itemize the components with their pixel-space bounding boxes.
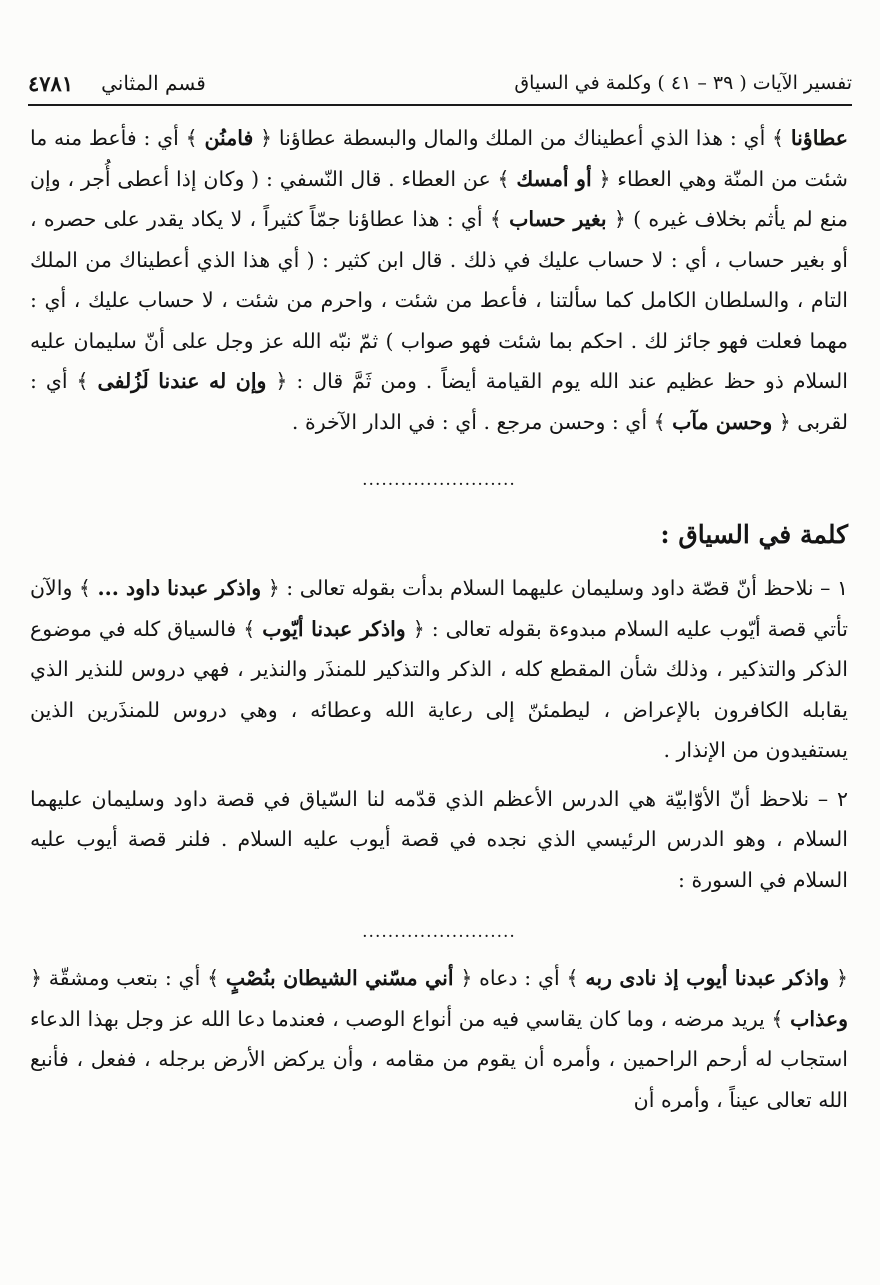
commentary-text: ﴾ عن العطاء . قال النّسفي : ( وكان إذا أعطى أُجر ، وإن منع لم يأثم بخلاف غيره ) ﴿ — [30, 166, 848, 231]
commentary-text: ﴾ أي : دعاه ﴿ — [453, 966, 586, 990]
commentary-text: ﴾ والآن تأتي قصة أيّوب عليه السلام مبدوءة بقوله تعالى : ﴿ — [30, 576, 848, 641]
commentary-text: ﴾ أي : وحسن مرجع . أي : في الدار الآخرة . — [291, 409, 673, 434]
tafsir-paragraph-2 — [30, 958, 848, 1120]
commentary-text: ﴾ أي : فأعط منه ما شئت من المنّة وهي العطاء ﴿ — [30, 126, 848, 191]
quran-phrase: واذكر عبدنا أيّوب — [262, 616, 406, 641]
page-body — [30, 118, 848, 1120]
commentary-text: ١ – نلاحظ أنّ قصّة داود وسليمان عليهما السلام بدأت بقوله تعالى : ﴿ — [261, 576, 849, 600]
quran-phrase: واذكر عبدنا داود ... — [97, 576, 262, 600]
quran-phrase: وعذاب — [790, 1006, 848, 1031]
quran-phrase: وإن له عندنا لَزُلفى — [97, 369, 267, 393]
context-paragraph-1 — [30, 568, 848, 771]
commentary-text: ﴾ أي : هذا الذي أعطيناك من الملك والمال والبسطة عطاؤنا ﴿ — [253, 126, 791, 150]
running-header — [28, 64, 852, 102]
context-paragraph-2: ٢ – نلاحظ أنّ الأوّابيّة هي الدرس الأعظم الذي قدّمه لنا السّياق في قصة داود وسليمان عليهما السلام ، وهو الدرس الرئيسي الذي نجده في قصة أيوب عليه السلام . فلنر قصة أيوب عليه السلام في السورة : — [30, 786, 848, 892]
section-heading: كلمة في السياق : — [660, 520, 848, 549]
quran-phrase: أني مسّني الشيطان بنُصْبٍ — [225, 966, 454, 990]
quran-phrase: واذكر عبدنا أيوب إذ نادى ربه — [585, 966, 830, 990]
header-title: تفسير الآيات ( ٣٩ – ٤١ ) وكلمة في السياق — [514, 72, 852, 94]
dotted-separator: ........................ — [362, 470, 516, 490]
commentary-text: ﴾ يريد مرضه ، وما كان يقاسي فيه من أنواع الوصب ، فعندما دعا الله عز وجل بهذا الدعاء استجاب له أرحم الراحمين ، وأمره أن يقوم من مقامه ، وأن يركض الأرض برجله ، ففعل ، فأنبع الله تعالى عيناً ، وأمره أن — [30, 1006, 848, 1112]
tafsir-paragraph-1 — [30, 118, 848, 442]
page-number: ٤٧٨١ — [28, 70, 74, 96]
commentary-text: ﴾ أي : هذا عطاؤنا جمّاً كثيراً ، لا يكاد يقدر على حصره ، أو بغير حساب ، أي : لا حساب عليك في ذلك . قال ابن كثير : ( أي هذا الذي أعطيناك من الملك التام ، والسلطان الكامل كما سألتنا ، فأعط من شئت ، واحرم من شئت ، لا حساب عليك ، أي : مهما فعلت فهو جائز لك . احكم بما شئت فهو صواب ) ثمّ نبّه الله عز وجل على أنّ سليمان عليه السلام ذو حظ عظيم عند الله يوم القيامة أيضاً . ومن ثَمَّ قال : ﴿ — [30, 207, 848, 393]
header-rule — [28, 104, 852, 106]
quran-phrase: وحسن مآب — [672, 409, 773, 434]
header-left-group — [28, 71, 206, 96]
quran-phrase: أو أمسك — [516, 166, 592, 191]
quran-phrase: بغير حساب — [509, 207, 607, 231]
commentary-text: ﴾ أي : بتعب ومشقّة ﴿ — [30, 966, 226, 990]
commentary-text: ﴾ أي : لقربى ﴿ — [30, 369, 848, 434]
header-section: قسم المثاني — [101, 71, 206, 95]
dotted-separator: ........................ — [362, 922, 516, 942]
commentary-text: ﴾ فالسياق كله في موضوع الذكر والتذكير ، وذلك شأن المقطع كله ، الذكر والتذكير للمنذَر والنذير ، فهي دروس للنذير الذي يقابله الكافرون بالإعراض ، ليطمئنّ إلى رعاية الله وعطائه ، وهي دروس للمنذَرين الذين يستفيدون من الإنذار . — [30, 616, 848, 762]
quran-phrase: فامنُن — [204, 126, 254, 150]
commentary-text: ﴿ — [829, 966, 849, 990]
quran-phrase: عطاؤنا — [790, 126, 848, 150]
